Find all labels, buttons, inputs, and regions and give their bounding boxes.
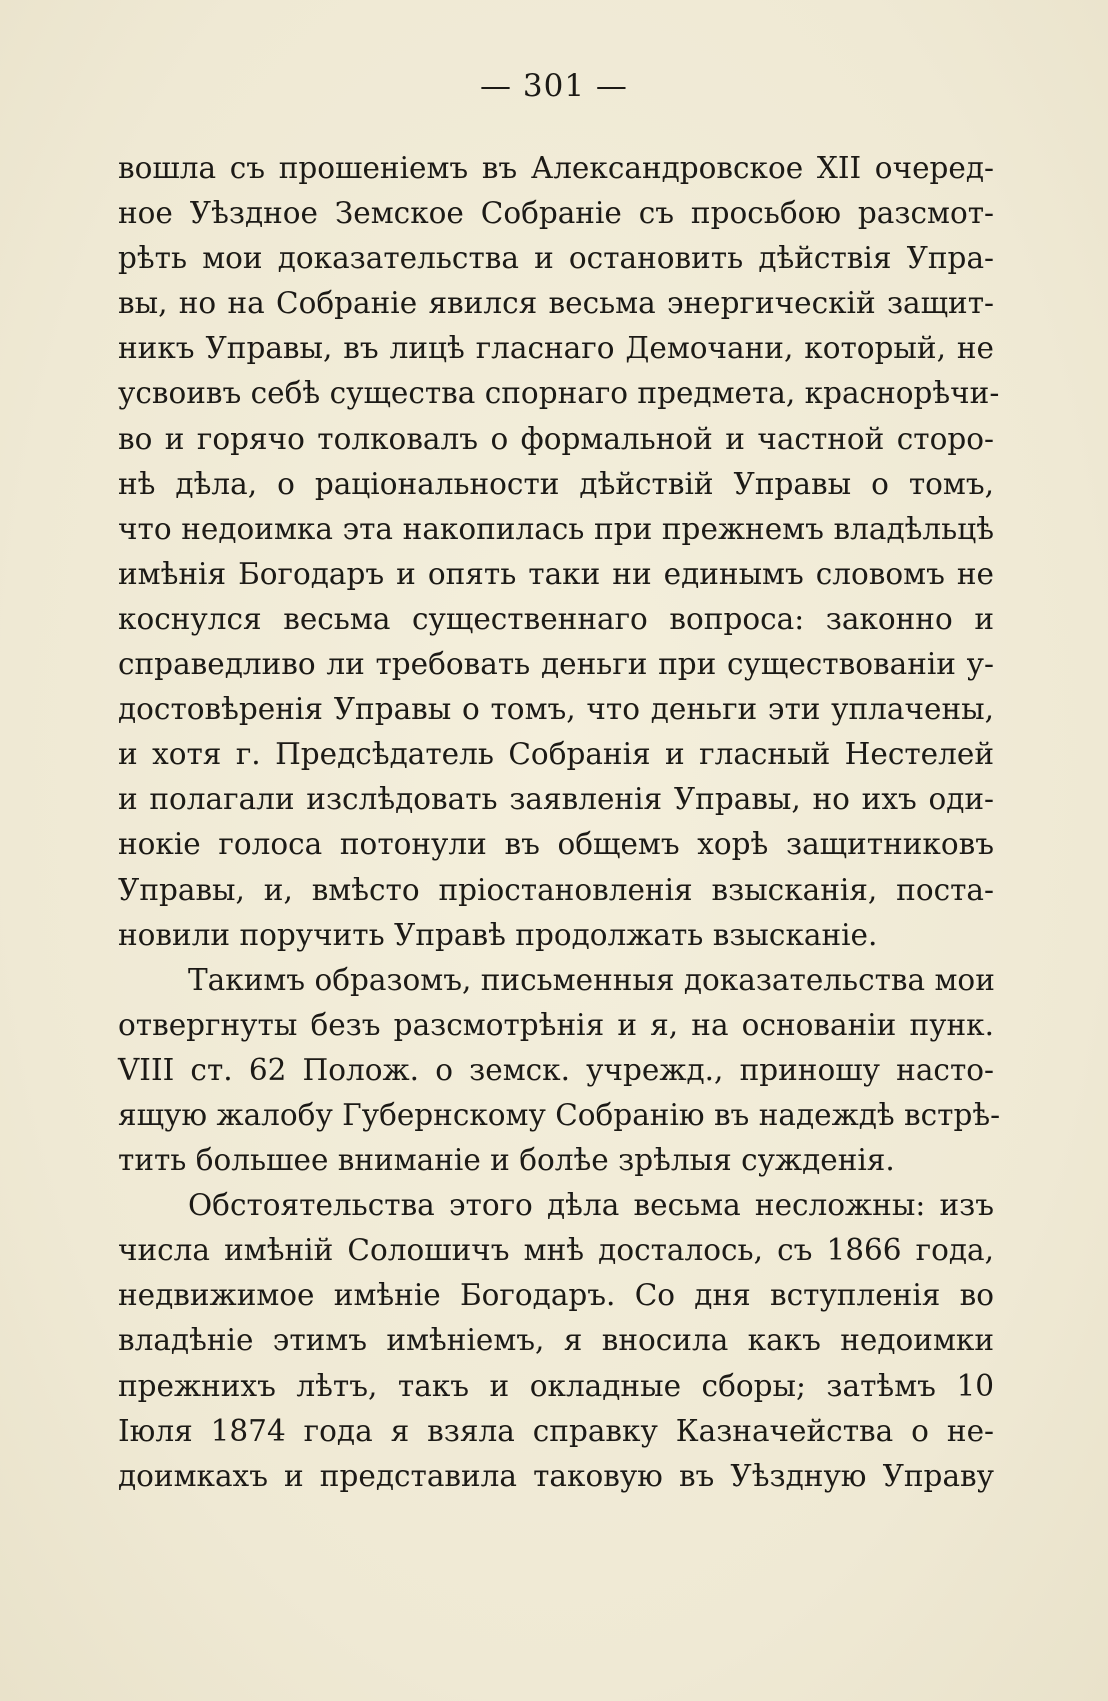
text-line: коснулся весьма существеннаго вопроса: законно и	[118, 601, 994, 636]
text-line: недвижимое имѣніе Богодаръ. Со дня вступленія во	[118, 1278, 994, 1313]
text-line: справедливо ли требовать деньги при существованіи у-	[118, 647, 994, 682]
text-line: нокіе голоса потонули въ общемъ хорѣ защитниковъ	[118, 827, 994, 862]
text-line: достовѣренія Управы о томъ, что деньги эти уплачены,	[118, 692, 994, 727]
text-line: ящую жалобу Губернскому Собранію въ надеждѣ встрѣ-	[118, 1097, 1001, 1132]
text-line: Іюля 1874 года я взяла справку Казначейства о не-	[118, 1413, 994, 1448]
text-line: что недоимка эта накопилась при прежнемъ владѣльцѣ	[118, 511, 994, 546]
text-line: прежнихъ лѣтъ, такъ и окладные сборы; затѣмъ 10	[118, 1368, 994, 1403]
body-text	[118, 146, 1001, 1499]
text-line: отвергнуты безъ разсмотрѣнія и я, на основаніи пунк.	[118, 1007, 994, 1042]
text-line: доимкахъ и представила таковую въ Уѣздную Управу	[118, 1458, 994, 1493]
text-line: числа имѣній Солошичъ мнѣ досталось, съ 1866 года,	[118, 1233, 994, 1268]
text-line: во и горячо толковалъ о формальной и частной сторо-	[118, 421, 994, 456]
paragraph	[118, 146, 1000, 958]
text-line: вы, но на Собраніе явился весьма энергическій защит-	[118, 286, 994, 321]
text-line: Такимъ образомъ, письменныя доказательства мои	[188, 962, 995, 997]
text-line: ное Уѣздное Земское Собраніе съ просьбою разсмот-	[118, 196, 994, 231]
text-line: владѣніе этимъ имѣніемъ, я вносила какъ недоимки	[118, 1323, 994, 1358]
text-line: VIII ст. 62 Полож. о земск. учрежд., приношу насто-	[118, 1052, 994, 1087]
page-number: — 301 —	[480, 68, 628, 104]
text-line: нѣ дѣла, о раціональности дѣйствій Управы о томъ,	[118, 466, 994, 501]
text-line: и полагали изслѣдовать заявленія Управы, но ихъ оди-	[118, 782, 994, 817]
paragraph	[118, 1183, 994, 1499]
text-line: усвоивъ себѣ существа спорнаго предмета, краснорѣчи-	[118, 376, 1000, 411]
text-line: Обстоятельства этого дѣла весьма несложны: изъ	[188, 1188, 994, 1223]
text-line: никъ Управы, въ лицѣ гласнаго Демочани, который, не	[118, 331, 994, 366]
text-line: рѣть мои доказательства и остановить дѣйствія Упра-	[118, 241, 994, 276]
paragraph	[118, 958, 1001, 1183]
text-line: вошла съ прошеніемъ въ Александровское XII очеред-	[118, 151, 994, 185]
text-line: новили поручить Управѣ продолжать взысканіе.	[118, 917, 878, 952]
text-line: тить большее вниманіе и болѣе зрѣлыя сужденія.	[118, 1143, 895, 1178]
text-line: Управы, и, вмѣсто пріостановленія взысканія, поста-	[118, 872, 994, 907]
text-line: и хотя г. Предсѣдатель Собранія и гласный Нестелей	[118, 737, 994, 772]
text-line: имѣнія Богодаръ и опять таки ни единымъ словомъ не	[118, 556, 994, 591]
